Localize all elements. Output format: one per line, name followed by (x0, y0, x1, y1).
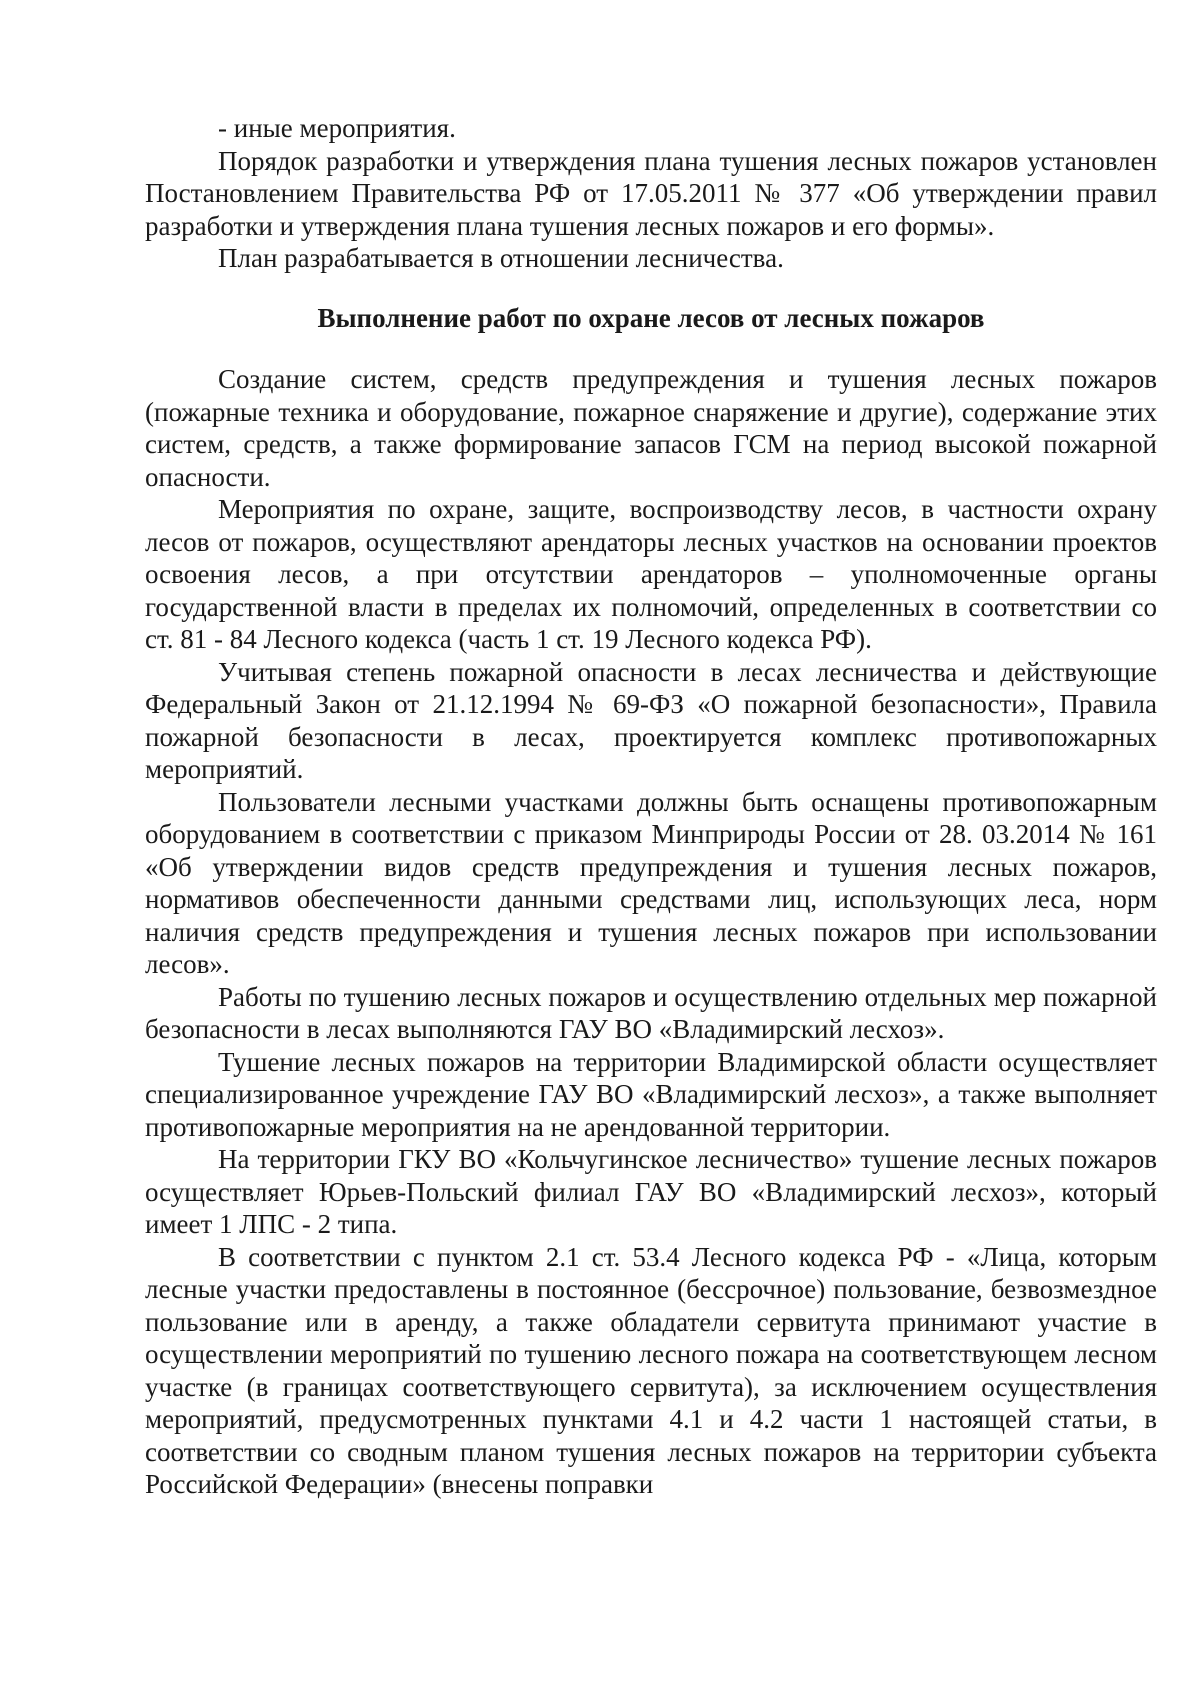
paragraph: Работы по тушению лесных пожаров и осуществлению отдельных мер пожарной безопасности в лесах выполняются ГАУ ВО «Владимирский лесхоз». (145, 981, 1157, 1044)
paragraph: Учитывая степень пожарной опасности в лесах лесничества и действующие Федеральный Закон от 21.12.1994 № 69-ФЗ «О пожарной безопасности», Правила пожарной безопасности в лесах, проектируется комплекс противопожарных мероприятий. (145, 656, 1157, 784)
paragraph: Создание систем, средств предупреждения и тушения лесных пожаров (пожарные техника и оборудование, пожарное снаряжение и другие), содержание этих систем, средств, а также формирование запасов ГСМ на период высокой пожарной опасности. (145, 364, 1157, 492)
list-item: - иные мероприятия. (218, 113, 456, 143)
paragraph: План разрабатывается в отношении лесничества. (218, 243, 784, 273)
document-body (145, 112, 1157, 1501)
paragraph: Пользователи лесными участками должны быть оснащены противопожарным оборудованием в соответствии с приказом Минприроды России от 28. 03.2014 № 161 «Об утверждении видов средств предупреждения и тушения лесных пожаров, нормативов обеспеченности данными средствами лиц, использующих леса, норм наличия средств предупреждения и тушения лесных пожаров при использовании лесов». (145, 786, 1157, 979)
paragraph: На территории ГКУ ВО «Кольчугинское лесничество» тушение лесных пожаров осуществляет Юрьев-Польский филиал ГАУ ВО «Владимирский лесхоз», который имеет 1 ЛПС - 2 типа. (145, 1144, 1157, 1239)
paragraph: Тушение лесных пожаров на территории Владимирской области осуществляет специализированное учреждение ГАУ ВО «Владимирский лесхоз», а также выполняет противопожарные мероприятия на не арендованной территории. (145, 1046, 1157, 1142)
paragraph: Мероприятия по охране, защите, воспроизводству лесов, в частности охрану лесов от пожаров, осуществляют арендаторы лесных участков на основании проектов освоения лесов, а при отсутствии арендаторов – уполномоченные органы государственной власти в пределах их полномочий, определенных в соответствии со ст. 81 - 84 Лесного кодекса (часть 1 ст. 19 Лесного кодекса РФ). (145, 494, 1157, 654)
section-heading: Выполнение работ по охране лесов от лесных пожаров (317, 302, 985, 333)
paragraph: Порядок разработки и утверждения плана тушения лесных пожаров установлен Постановлением Правительства РФ от 17.05.2011 № 377 «Об утверждении правил разработки и утверждения плана тушения лесных пожаров и его формы». (145, 145, 1157, 241)
paragraph: В соответствии с пунктом 2.1 ст. 53.4 Лесного кодекса РФ - «Лица, которым лесные участки предоставлены в постоянное (бессрочное) пользование, безвозмездное пользование или в аренду, а также обладатели сервитута принимают участие в осуществлении мероприятий по тушению лесного пожара на соответствующем лесном участке (в границах соответствующего сервитута), за исключением осуществления мероприятий, предусмотренных пунктами 4.1 и 4.2 части 1 настоящей статьи, в соответствии со сводным планом тушения лесных пожаров на территории субъекта Российской Федерации» (внесены поправки (145, 1241, 1157, 1499)
